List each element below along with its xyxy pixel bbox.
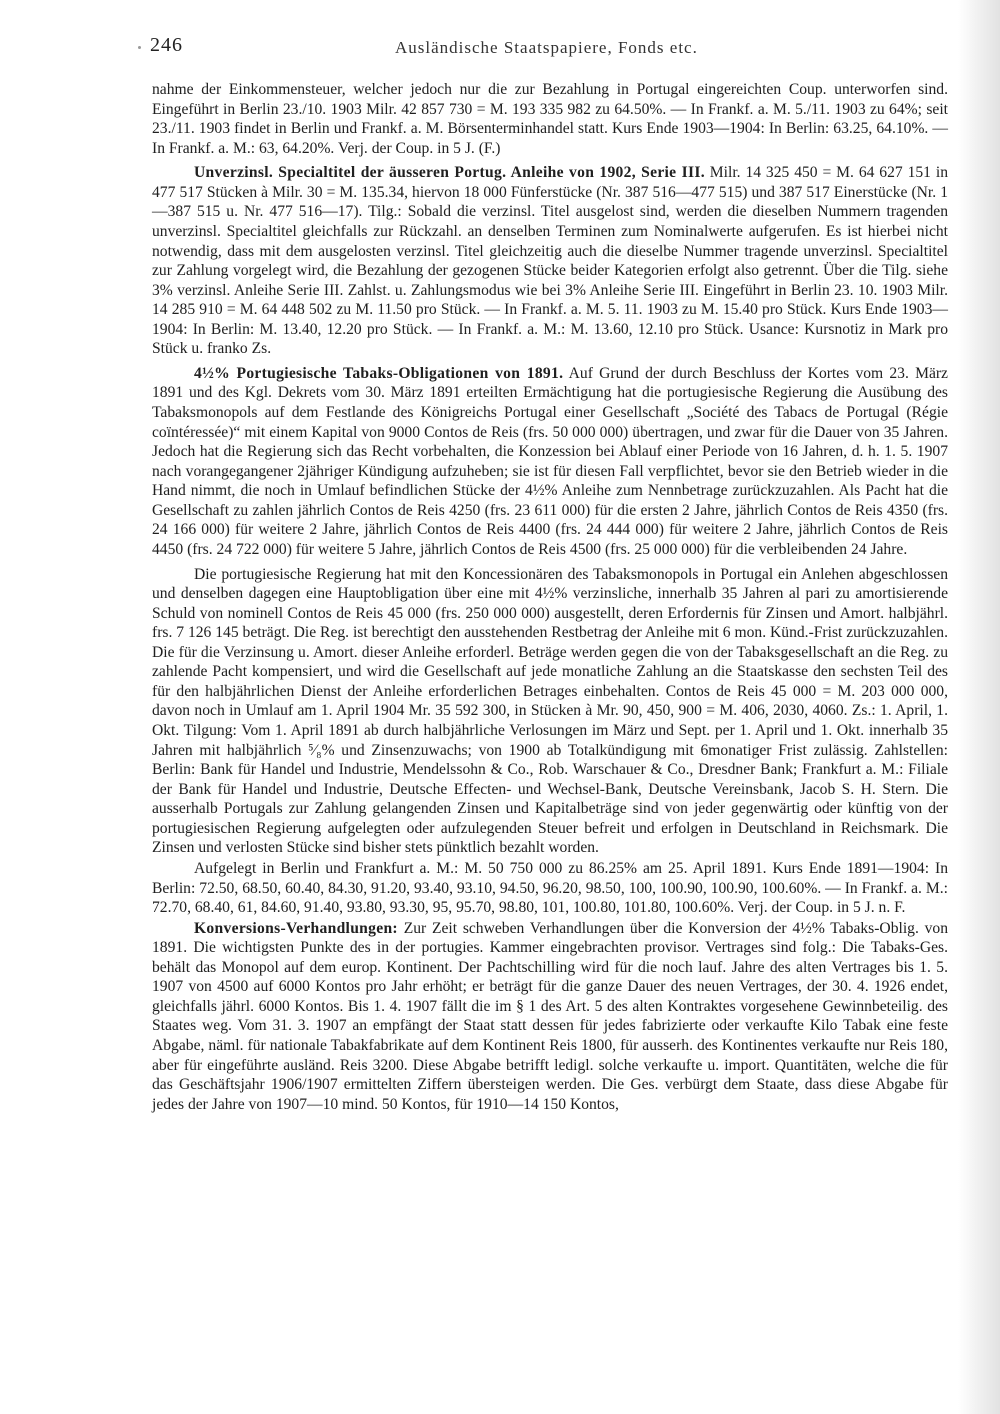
page-number: 246 (150, 34, 183, 56)
paragraph-issue-prices (152, 859, 948, 918)
section-heading: Konversions-Verhandlungen: (194, 919, 398, 937)
paragraph-tobacco-obligations (152, 364, 948, 560)
body-text (152, 80, 948, 1114)
running-title: Ausländische Staatspapiere, Fonds etc. (395, 38, 698, 57)
paragraph-conversion (152, 919, 948, 1115)
paragraph-income-tax (152, 80, 948, 158)
section-heading: 4½% Portugiesische Tabaks-Obligationen von 1891. (194, 364, 564, 382)
paragraph-loan-terms (152, 565, 948, 858)
page-header (150, 34, 960, 64)
paragraph-text: Zur Zeit schweben Verhandlungen über die Konversion der 4½% Tabaks-Oblig. von 1891. Die wichtigsten Punkte des in der portugies. Kammer eingebrachten provisor. Vertrages sind folg.: Die Tabaks-Ges. behält das Monopol auf dem europ. Kontinent. Der Pachtschilling wird für die noch lauf. Jahre des alten Vertrages bis 1. 5. 1907 von 4500 auf 6000 Kontos pro Jahr erhöht; er beträgt für die ganze Dauer des neuen Vertrages, der 30. 4. 1926 endet, gleichfalls jährl. 6000 Kontos. Bis 1. 4. 1907 fällt die im § 1 des Art. 5 des alten Kontraktes vorgesehene Gewinnbeteilig. des Staates weg. Vom 31. 3. 1907 an empfängt der Staat statt dessen für jedes fabrizierte oder verkaufte Kilo Tabak eine feste Abgabe, näml. für nationale Tabakfabrikate auf dem Kontinent Reis 1800, für ausserh. des Kontinentes verkaufte nur Reis 180, aber für eingeführte ausländ. Reis 3200. Diese Abgabe betrifft ledigl. solche verkaufte u. import. Quantitäten, welche die für das Geschäftsjahr 1906/1907 ermittelten Ziffern übersteigen werden. Die Ges. verbürgt dem Staate, dass diese Abgabe für jedes der Jahre von 1907—10 mind. 50 Kontos, für 1910—14 150 Kontos, (152, 919, 948, 1113)
section-heading: Unverzinsl. Specialtitel der äusseren Portug. Anleihe von 1902, Serie III. (194, 164, 705, 182)
paragraph-special-titles (152, 163, 948, 359)
paragraph-text: Aufgelegt in Berlin und Frankfurt a. M.: M. 50 750 000 zu 86.25% am 25. April 1891. Kurs Ende 1891—1904: In Berlin: 72.50, 68.50, 60.40, 84.30, 91.20, 93.40, 93.10, 94.50, 96.20, 98.50, 100, 100.90, 100.90, 100.60%. — In Frankf. a. M.: 72.70, 68.40, 61, 84.60, 91.40, 93.80, 93.30, 95, 95.70, 98.80, 101, 100.80, 101.80, 100.60%. Verj. der Coup. in 5 J. n. F. (152, 859, 948, 917)
paragraph-text: Auf Grund der durch Beschluss der Kortes vom 23. März 1891 und des Kgl. Dekrets vom 30. März 1891 erteilten Ermächtigung hat die portugiesische Regierung die Ausübung des Tabaksmonopols auf dem Festlande des Königreichs Portugal einer Gesellschaft „Société des Tabacs de Portugal (Régie coïntéressée)“ mit einem Kapital von 9000 Contos de Reis (frs. 50 000 000) übertragen, und zwar für die Dauer von 35 Jahren. Jedoch hat die Regierung sich das Recht vorbehalten, die Konzession bei Ablauf einer Periode von 16 Jahren, d. h. 1. 5. 1907 nach vorangegangener 2jähriger Kündigung aufzuheben; sie ist für diesen Fall verpflichtet, bevor sie den Betrieb wieder in die Hand nimmt, die noch in Umlauf befindlichen Stücke der 4½% Anleihe zum Nennbetrage zurückzuzahlen. Als Pacht hat die Gesellschaft zu zahlen jährlich Contos de Reis 4250 (frs. 23 611 000) für die ersten 2 Jahre, jährlich Contos de Reis 4350 (frs. 24 166 000) für weitere 2 Jahre, jährlich Contos de Reis 4400 (frs. 24 444 000) für weitere 2 Jahre, jährlich Contos de Reis 4450 (frs. 24 722 000) für weitere 5 Jahre, jährlich Contos de Reis 4500 (frs. 25 000 000) für die verbleibenden 24 Jahre. (152, 364, 948, 558)
paragraph-text: nahme der Einkommensteuer, welcher jedoch nur die zur Bezahlung in Portugal eingereichten Coup. unterworfen sind. Eingeführt in Berlin 23./10. 1903 Milr. 42 857 730 = M. 193 335 982 zu 64.50%. — In Frankf. a. M. 5./11. 1903 zu 64%; seit 23./11. 1903 findet in Berlin und Frankf. a. M. Börsenterminhandel statt. Kurs Ende 1903—1904: In Berlin: 63.25, 64.10%. — In Frankf. a. M.: 63, 64.20%. Verj. der Coup. in 5 J. (F.) (152, 81, 948, 157)
paragraph-text: Milr. 14 325 450 = M. 64 627 151 in 477 517 Stücken à Milr. 30 = M. 135.34, hiervon 18 000 Fünferstücke (Nr. 387 516—477 515) und 387 517 Einerstücke (Nr. 1—387 515 u. Nr. 477 516—17). Tilg.: Sobald die verzinsl. Titel ausgelost sind, werden die dieselben Nummern tragenden unverzinsl. Specialtitel gleichfalls zur Rückzahl. an denselben Terminen zum Nominalwerte aufgerufen. Es ist hierbei nicht notwendig, dass mit dem ausgelosten verzinsl. Titel gleichzeitig auch die dieselbe Nummer tragende unverzinsl. Specialtitel zur Zahlung vorgelegt wird, die Bezahlung der gezogenen Stücke beider Kategorien erfolgt also getrennt. Über die Tilg. siehe 3% verzinsl. Anleihe Serie III. Zahlst. u. Zahlungsmodus wie bei 3% Anleihe Serie III. Eingeführt in Berlin 23. 10. 1903 Milr. 14 285 910 = M. 64 448 502 zu M. 11.50 pro Stück. — In Frankf. a. M. 5. 11. 1903 zu M. 15.40 pro Stück. Kurs Ende 1903—1904: In Berlin: M. 13.40, 12.20 pro Stück. — In Frankf. a. M.: M. 13.60, 12.10 pro Stück. Usance: Kursnotiz in Mark pro Stück u. franko Zs. (152, 164, 948, 358)
paragraph-text: Die portugiesische Regierung hat mit den Koncessionären des Tabaksmonopols in Portugal ein Anlehen abgeschlossen und denselben dagegen eine Hauptobligation über eine mit 4½% verzinsliche, innerhalb 35 Jahren al pari zu amortisierende Schuld von nominell Contos de Reis 45 000 (frs. 250 000 000) ausgestellt, deren Erfordernis für Zinsen und Amort. halbjährl. frs. 7 126 145 beträgt. Die Reg. ist berechtigt den ausstehenden Restbetrag der Anleihe mit 6 mon. Künd.-Frist zurückzuzahlen. Die für die Verzinsung u. Amort. dieser Anleihe erforderl. Beträge werden gegen die von der Tabaksgesellschaft an die Reg. zu zahlende Pacht kompensiert, und wird die Gesellschaft auf jede monatliche Zahlung an die Staatskasse den sechsten Teil des für den halbjährlichen Dienst der Anleihe erforderlichen Betrages einbehalten. Contos de Reis 45 000 = M. 203 000 000, davon noch in Umlauf am 1. April 1904 Mr. 35 592 300, in Stücken à Mr. 90, 450, 900 = M. 406, 2030, 4060. Zs.: 1. April, 1. Okt. Tilgung: Vom 1. April 1891 ab durch halbjährliche Verlosungen im März und Sept. per 1. April und 1. Okt. innerhalb 35 Jahren mit halbjährlich ⁵⁄₈% und Zinsenzuwachs; von 1900 ab Totalkündigung mit 6monatiger Frist zulässig. Zahlstellen: Berlin: Bank für Handel und Industrie, Mendelssohn & Co., Rob. Warschauer & Co., Dresdner Bank; Frankfurt a. M.: Filiale der Bank für Handel und Industrie, Deutsche Effecten- und Wechsel-Bank, Deutsche Vereinsbank, Jacob S. H. Stern. Die ausserhalb Portugals zur Zahlung gelangenden Zinsen und Kapitalbeträge sind von jeder gegenwärtig oder künftig von der portugiesischen Regierung aufgelegten oder aufzulegenden Steuer befreit und erfolgen in Deutschland in Reichsmark. Die Zinsen und verlosten Stücke sind bisher stets pünktlich bezahlt worden. (152, 565, 948, 857)
